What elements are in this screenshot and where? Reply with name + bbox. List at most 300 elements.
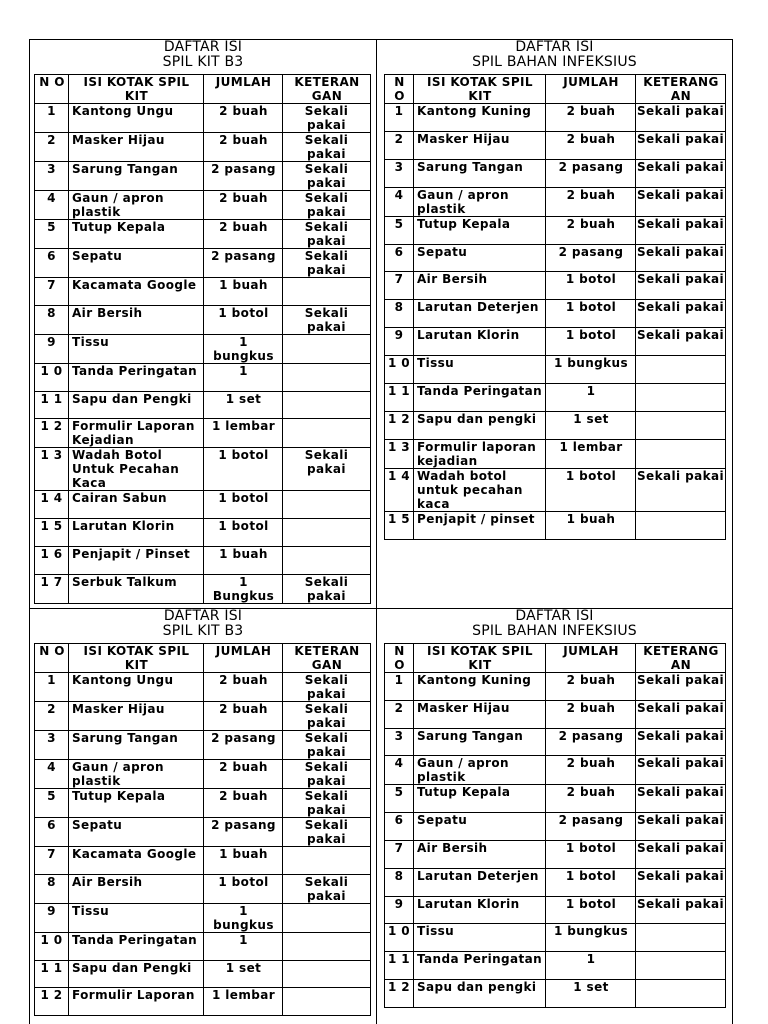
cell-no: 7	[385, 272, 414, 300]
cell-jumlah: 2 buah	[546, 131, 636, 159]
cell-jumlah: 1 botol	[204, 874, 283, 903]
cell-keterangan: Sekali pakai	[636, 244, 726, 272]
cell-item: Larutan Klorin	[69, 519, 204, 547]
cell-keterangan	[636, 952, 726, 980]
cell-item: Sepatu	[414, 813, 546, 841]
header-col-no: N O	[35, 644, 69, 673]
cell-keterangan	[283, 960, 371, 988]
cell-keterangan	[283, 491, 371, 519]
cell-jumlah: 1 botol	[546, 868, 636, 896]
cell-jumlah: 1 bungkus	[546, 356, 636, 384]
cell-keterangan: Sekali pakai	[636, 300, 726, 328]
inventory-table	[384, 74, 726, 540]
cell-keterangan: Sekali pakai	[283, 818, 371, 847]
cell-keterangan	[283, 419, 371, 448]
cell-keterangan: Sekali pakai	[636, 673, 726, 701]
cell-jumlah: 1 botol	[204, 448, 283, 491]
table-row	[385, 216, 726, 244]
cell-no: 1	[35, 673, 69, 702]
table-row	[35, 249, 371, 278]
cell-keterangan	[283, 903, 371, 932]
cell-jumlah: 2 buah	[204, 760, 283, 789]
header-col-jumlah: JUMLAH	[204, 75, 283, 104]
table-row	[385, 979, 726, 1007]
table-row	[385, 384, 726, 412]
cell-jumlah: 2 buah	[546, 785, 636, 813]
table-header-row	[385, 75, 726, 104]
cell-item: Sapu dan Pengki	[69, 391, 204, 419]
cell-jumlah: 1 buah	[204, 847, 283, 875]
table-row	[35, 760, 371, 789]
cell-keterangan	[283, 546, 371, 574]
cell-no: 1 1	[385, 384, 414, 412]
header-col-item: ISI KOTAK SPIL KIT	[69, 644, 204, 673]
cell-keterangan	[283, 363, 371, 391]
cell-jumlah: 2 pasang	[204, 818, 283, 847]
cell-item: Sapu dan pengki	[414, 979, 546, 1007]
cell-no: 1	[385, 673, 414, 701]
header-col-jumlah: JUMLAH	[546, 644, 636, 673]
table-row	[385, 439, 726, 468]
cell-no: 1 7	[35, 574, 69, 603]
cell-keterangan: Sekali pakai	[283, 104, 371, 133]
table-row	[35, 220, 371, 249]
table-row	[35, 574, 371, 603]
cell-item: Tissu	[414, 356, 546, 384]
table-row	[385, 328, 726, 356]
cell-no: 8	[385, 868, 414, 896]
cell-keterangan: Sekali pakai	[283, 760, 371, 789]
cell-no: 1 0	[35, 932, 69, 960]
cell-keterangan	[283, 278, 371, 306]
table-row	[35, 932, 371, 960]
cell-jumlah: 2 pasang	[546, 244, 636, 272]
table-row	[385, 896, 726, 924]
cell-item: Sapu dan pengki	[414, 411, 546, 439]
inventory-table	[34, 643, 371, 1016]
cell-item: Larutan Deterjen	[414, 868, 546, 896]
cell-jumlah: 1 buah	[204, 278, 283, 306]
cell-item: Masker Hijau	[69, 702, 204, 731]
cell-item: Gaun / apron plastik	[69, 760, 204, 789]
table-row	[35, 363, 371, 391]
cell-item: Kantong Kuning	[414, 673, 546, 701]
cell-item: Sapu dan Pengki	[69, 960, 204, 988]
cell-no: 1 3	[35, 448, 69, 491]
cell-jumlah: 1 botol	[546, 272, 636, 300]
cell-no: 5	[385, 785, 414, 813]
cell-item: Sarung Tangan	[69, 162, 204, 191]
cell-jumlah: 1 bungkus	[546, 924, 636, 952]
cell-no: 5	[385, 216, 414, 244]
cell-no: 3	[385, 728, 414, 756]
cell-no: 1 4	[35, 491, 69, 519]
cell-keterangan: Sekali pakai	[636, 328, 726, 356]
header-col-keterangan: KETERANG AN	[636, 644, 726, 673]
cell-item: Tanda Peringatan	[69, 932, 204, 960]
table-row	[35, 960, 371, 988]
cell-item: Sarung Tangan	[414, 159, 546, 187]
cell-item: Tanda Peringatan	[414, 952, 546, 980]
cell-jumlah: 1 botol	[204, 519, 283, 547]
cell-item: Formulir laporan kejadian	[414, 439, 546, 468]
section-title	[30, 609, 376, 639]
cell-no: 1 2	[385, 411, 414, 439]
cell-item: Penjapit / pinset	[414, 511, 546, 539]
cell-no: 9	[385, 896, 414, 924]
table-row	[385, 104, 726, 132]
cell-no: 1 5	[35, 519, 69, 547]
table-row	[35, 546, 371, 574]
cell-jumlah: 2 buah	[204, 789, 283, 818]
cell-no: 6	[385, 244, 414, 272]
table-row	[385, 728, 726, 756]
table-row	[385, 700, 726, 728]
table-row	[35, 818, 371, 847]
cell-keterangan	[636, 411, 726, 439]
cell-jumlah: 2 buah	[546, 187, 636, 216]
cell-jumlah: 2 buah	[204, 191, 283, 220]
table-row	[385, 673, 726, 701]
cell-item: Gaun / apron plastik	[414, 756, 546, 785]
header-col-keterangan: KETERANG AN	[636, 75, 726, 104]
cell-item: Larutan Klorin	[414, 896, 546, 924]
cell-keterangan	[283, 334, 371, 363]
table-row	[385, 159, 726, 187]
cell-item: Tutup Kepala	[69, 789, 204, 818]
table-row	[385, 924, 726, 952]
title-line-2: SPIL KIT B3	[162, 54, 244, 70]
cell-no: 4	[35, 191, 69, 220]
cell-no: 1 2	[385, 979, 414, 1007]
table-row	[385, 131, 726, 159]
table-row	[35, 988, 371, 1016]
table-row	[35, 104, 371, 133]
cell-keterangan: Sekali pakai	[283, 874, 371, 903]
header-col-no: N O	[35, 75, 69, 104]
inventory-table	[34, 74, 371, 604]
cell-item: Masker Hijau	[69, 133, 204, 162]
cell-keterangan: Sekali pakai	[283, 191, 371, 220]
cell-jumlah: 1 buah	[204, 546, 283, 574]
cell-jumlah: 2 buah	[204, 133, 283, 162]
cell-no: 7	[35, 278, 69, 306]
cell-jumlah: 2 buah	[546, 104, 636, 132]
cell-item: Kantong Kuning	[414, 104, 546, 132]
table-row	[35, 419, 371, 448]
cell-item: Air Bersih	[69, 874, 204, 903]
cell-keterangan: Sekali pakai	[283, 162, 371, 191]
cell-jumlah: 1 botol	[546, 896, 636, 924]
cell-item: Sarung Tangan	[69, 731, 204, 760]
cell-jumlah: 1 Bungkus	[204, 574, 283, 603]
cell-item: Formulir Laporan	[69, 988, 204, 1016]
header-col-jumlah: JUMLAH	[546, 75, 636, 104]
cell-no: 1 4	[385, 468, 414, 511]
table-row	[385, 187, 726, 216]
cell-item: Sarung Tangan	[414, 728, 546, 756]
cell-item: Larutan Klorin	[414, 328, 546, 356]
cell-no: 3	[35, 162, 69, 191]
cell-keterangan	[283, 932, 371, 960]
cell-item: Tanda Peringatan	[414, 384, 546, 412]
table-section-spil-bahan-infeksius-copy	[377, 608, 733, 1024]
cell-keterangan: Sekali pakai	[636, 896, 726, 924]
cell-item: Wadah Botol Untuk Pecahan Kaca	[69, 448, 204, 491]
table-header-row	[35, 75, 371, 104]
title-line-2: SPIL BAHAN INFEKSIUS	[472, 54, 637, 70]
cell-jumlah: 2 buah	[546, 700, 636, 728]
header-col-keterangan: KETERAN GAN	[283, 75, 371, 104]
cell-keterangan	[636, 384, 726, 412]
table-row	[35, 305, 371, 334]
cell-no: 6	[35, 818, 69, 847]
header-col-no: N O	[385, 75, 414, 104]
cell-item: Wadah botol untuk pecahan kaca	[414, 468, 546, 511]
table-row	[35, 448, 371, 491]
cell-no: 1 2	[35, 419, 69, 448]
table-row	[35, 391, 371, 419]
cell-no: 5	[35, 789, 69, 818]
table-row	[35, 731, 371, 760]
cell-keterangan: Sekali pakai	[283, 574, 371, 603]
cell-keterangan: Sekali pakai	[636, 216, 726, 244]
cell-item: Tissu	[414, 924, 546, 952]
section-title	[377, 609, 732, 639]
cell-keterangan: Sekali pakai	[636, 187, 726, 216]
cell-no: 9	[35, 903, 69, 932]
table-row	[385, 511, 726, 539]
cell-jumlah: 1 bungkus	[204, 903, 283, 932]
cell-no: 4	[385, 187, 414, 216]
cell-keterangan	[636, 511, 726, 539]
cell-keterangan: Sekali pakai	[283, 789, 371, 818]
table-row	[385, 411, 726, 439]
cell-jumlah: 1	[546, 384, 636, 412]
cell-no: 4	[385, 756, 414, 785]
header-col-item: ISI KOTAK SPIL KIT	[414, 644, 546, 673]
table-row	[35, 847, 371, 875]
cell-no: 6	[35, 249, 69, 278]
cell-item: Tutup Kepala	[69, 220, 204, 249]
cell-no: 1 1	[385, 952, 414, 980]
section-title	[377, 40, 732, 70]
section-title	[30, 40, 376, 70]
cell-no: 2	[35, 702, 69, 731]
cell-no: 2	[35, 133, 69, 162]
table-row	[385, 272, 726, 300]
cell-no: 1 2	[35, 988, 69, 1016]
cell-no: 1 6	[35, 546, 69, 574]
cell-keterangan	[636, 439, 726, 468]
cell-item: Formulir Laporan Kejadian	[69, 419, 204, 448]
cell-jumlah: 1 botol	[204, 305, 283, 334]
cell-item: Penjapit / Pinset	[69, 546, 204, 574]
cell-no: 1 3	[385, 439, 414, 468]
cell-keterangan	[636, 924, 726, 952]
table-header-row	[35, 644, 371, 673]
cell-keterangan: Sekali pakai	[636, 785, 726, 813]
header-col-item: ISI KOTAK SPIL KIT	[69, 75, 204, 104]
cell-keterangan: Sekali pakai	[636, 131, 726, 159]
cell-jumlah: 1	[204, 363, 283, 391]
cell-no: 3	[35, 731, 69, 760]
cell-keterangan: Sekali pakai	[636, 840, 726, 868]
cell-no: 5	[35, 220, 69, 249]
cell-item: Sepatu	[69, 249, 204, 278]
title-line-1: DAFTAR ISI	[163, 39, 243, 55]
cell-item: Kacamata Google	[69, 847, 204, 875]
cell-no: 9	[385, 328, 414, 356]
header-col-jumlah: JUMLAH	[204, 644, 283, 673]
table-row	[35, 673, 371, 702]
cell-no: 8	[35, 874, 69, 903]
cell-item: Serbuk Talkum	[69, 574, 204, 603]
cell-jumlah: 2 pasang	[204, 249, 283, 278]
cell-jumlah: 1 botol	[546, 840, 636, 868]
cell-item: Gaun / apron plastik	[69, 191, 204, 220]
cell-keterangan	[283, 847, 371, 875]
cell-no: 1 0	[35, 363, 69, 391]
cell-jumlah: 2 pasang	[546, 728, 636, 756]
cell-no: 1 1	[35, 960, 69, 988]
table-row	[35, 162, 371, 191]
cell-keterangan: Sekali pakai	[636, 159, 726, 187]
table-row	[385, 785, 726, 813]
cell-jumlah: 2 pasang	[546, 813, 636, 841]
title-line-2: SPIL KIT B3	[162, 623, 244, 639]
cell-jumlah: 2 buah	[204, 702, 283, 731]
cell-jumlah: 1 lembar	[204, 419, 283, 448]
title-line-1: DAFTAR ISI	[515, 608, 594, 624]
table-row	[385, 952, 726, 980]
table-row	[385, 813, 726, 841]
table-row	[35, 191, 371, 220]
cell-keterangan	[283, 988, 371, 1016]
cell-jumlah: 1	[204, 932, 283, 960]
table-row	[385, 868, 726, 896]
cell-item: Air Bersih	[414, 840, 546, 868]
header-col-item: ISI KOTAK SPIL KIT	[414, 75, 546, 104]
table-row	[385, 840, 726, 868]
cell-no: 9	[35, 334, 69, 363]
cell-keterangan	[283, 519, 371, 547]
cell-jumlah: 1 botol	[204, 491, 283, 519]
cell-item: Tutup Kepala	[414, 216, 546, 244]
cell-keterangan	[636, 356, 726, 384]
cell-no: 8	[385, 300, 414, 328]
title-line-2: SPIL BAHAN INFEKSIUS	[472, 623, 637, 639]
cell-no: 3	[385, 159, 414, 187]
table-row	[35, 519, 371, 547]
header-col-keterangan: KETERAN GAN	[283, 644, 371, 673]
table-row	[385, 468, 726, 511]
cell-jumlah: 2 buah	[546, 756, 636, 785]
cell-jumlah: 1 bungkus	[204, 334, 283, 363]
cell-jumlah: 1 botol	[546, 300, 636, 328]
cell-keterangan: Sekali pakai	[283, 133, 371, 162]
cell-no: 1 5	[385, 511, 414, 539]
cell-item: Sepatu	[414, 244, 546, 272]
cell-item: Sepatu	[69, 818, 204, 847]
document-page	[29, 39, 733, 1024]
cell-item: Tissu	[69, 334, 204, 363]
cell-keterangan: Sekali pakai	[636, 813, 726, 841]
cell-item: Gaun / apron plastik	[414, 187, 546, 216]
cell-keterangan: Sekali pakai	[283, 249, 371, 278]
cell-no: 2	[385, 131, 414, 159]
title-line-1: DAFTAR ISI	[163, 608, 243, 624]
cell-no: 7	[35, 847, 69, 875]
cell-no: 1 1	[35, 391, 69, 419]
cell-no: 6	[385, 813, 414, 841]
cell-no: 2	[385, 700, 414, 728]
table-row	[385, 300, 726, 328]
table-row	[385, 356, 726, 384]
cell-no: 7	[385, 840, 414, 868]
cell-jumlah: 1 set	[204, 391, 283, 419]
cell-no: 1 0	[385, 356, 414, 384]
cell-keterangan: Sekali pakai	[636, 468, 726, 511]
table-row	[35, 334, 371, 363]
table-header-row	[385, 644, 726, 673]
cell-keterangan: Sekali pakai	[283, 731, 371, 760]
cell-item: Cairan Sabun	[69, 491, 204, 519]
cell-keterangan: Sekali pakai	[636, 104, 726, 132]
cell-jumlah: 1 lembar	[546, 439, 636, 468]
cell-jumlah: 1 botol	[546, 468, 636, 511]
cell-jumlah: 2 buah	[204, 673, 283, 702]
table-section-spil-kit-b3-copy	[29, 608, 377, 1024]
cell-jumlah: 1 buah	[546, 511, 636, 539]
table-row	[35, 491, 371, 519]
cell-jumlah: 1 set	[546, 979, 636, 1007]
cell-no: 8	[35, 305, 69, 334]
cell-jumlah: 2 buah	[204, 220, 283, 249]
cell-item: Air Bersih	[414, 272, 546, 300]
cell-item: Masker Hijau	[414, 700, 546, 728]
cell-jumlah: 2 buah	[546, 673, 636, 701]
cell-item: Larutan Deterjen	[414, 300, 546, 328]
table-row	[35, 903, 371, 932]
cell-keterangan: Sekali pakai	[283, 673, 371, 702]
cell-keterangan: Sekali pakai	[636, 700, 726, 728]
table-row	[35, 702, 371, 731]
cell-keterangan: Sekali pakai	[636, 728, 726, 756]
cell-jumlah: 1 botol	[546, 328, 636, 356]
cell-jumlah: 2 pasang	[546, 159, 636, 187]
cell-jumlah: 2 buah	[546, 216, 636, 244]
cell-keterangan: Sekali pakai	[636, 756, 726, 785]
cell-jumlah: 2 buah	[204, 104, 283, 133]
table-row	[385, 244, 726, 272]
cell-keterangan: Sekali pakai	[283, 305, 371, 334]
cell-item: Air Bersih	[69, 305, 204, 334]
cell-item: Tanda Peringatan	[69, 363, 204, 391]
cell-no: 1	[385, 104, 414, 132]
cell-no: 1	[35, 104, 69, 133]
cell-jumlah: 1 set	[204, 960, 283, 988]
table-row	[35, 133, 371, 162]
table-row	[35, 789, 371, 818]
cell-item: Kacamata Google	[69, 278, 204, 306]
cell-item: Kantong Ungu	[69, 673, 204, 702]
cell-keterangan	[636, 979, 726, 1007]
cell-no: 1 0	[385, 924, 414, 952]
cell-item: Masker Hijau	[414, 131, 546, 159]
cell-no: 4	[35, 760, 69, 789]
cell-item: Kantong Ungu	[69, 104, 204, 133]
